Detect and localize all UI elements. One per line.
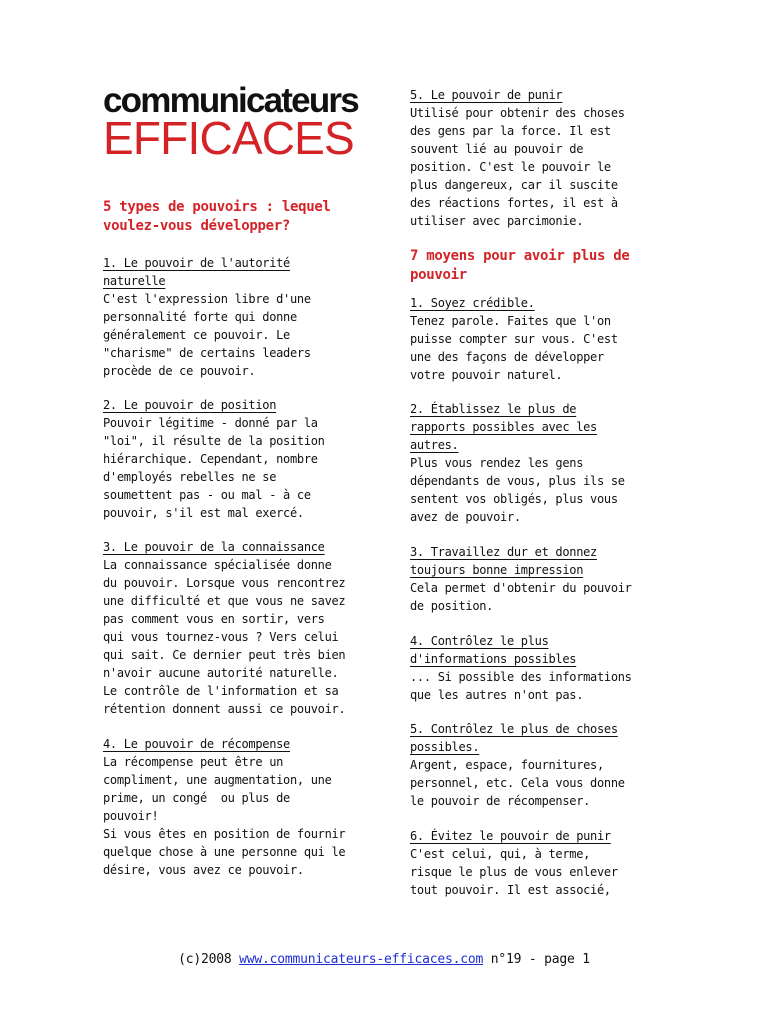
right-item-3 — [410, 543, 632, 615]
logo-line-2: EFFICACES — [103, 112, 354, 164]
left-item-3 — [103, 538, 345, 718]
left-item-1 — [103, 254, 311, 380]
right-item-6 — [410, 827, 618, 899]
item-title: 3. Le pouvoir de la connaissance — [103, 540, 325, 554]
page-footer — [0, 952, 768, 967]
left-item-2 — [103, 396, 325, 522]
item-body: C'est l'expression libre d'une personnalité forte qui donne généralement ce pouvoir. Le "charisme" de certains leaders procède de ce pouvoir. — [103, 292, 311, 378]
item-body: C'est celui, qui, à terme, risque le plus de vous enlever tout pouvoir. Il est associé, — [410, 847, 618, 897]
item-title: 1. Soyez crédible. — [410, 296, 535, 310]
item-title: 3. Travaillez dur et donnez toujours bonne impression — [410, 545, 597, 577]
item-title: 2. Le pouvoir de position — [103, 398, 277, 412]
logo-line-1: communicateurs — [103, 81, 358, 120]
left-section-heading: 5 types de pouvoirs : lequel voulez-vous développer? — [103, 199, 331, 234]
item-body: ... Si possible des informations que les autres n'ont pas. — [410, 670, 632, 702]
item-body: Tenez parole. Faites que l'on puisse compter sur vous. C'est une des façons de développer votre pouvoir naturel. — [410, 314, 618, 382]
footer-copyright: (c)2008 — [178, 952, 240, 967]
item-title: 2. Établissez le plus de rapports possibles avec les autres. — [410, 402, 597, 452]
item-body: Utilisé pour obtenir des choses des gens par la force. Il est souvent lié au pouvoir de position. C'est le pouvoir le plus dangereux, car il suscite des réactions fortes, il est à utiliser avec parcimonie. — [410, 106, 625, 228]
logo — [103, 81, 373, 164]
footer-page-number: n°19 - page 1 — [483, 952, 590, 967]
footer-website-link[interactable]: www.communicateurs-efficaces.com — [239, 952, 484, 967]
right-item-4 — [410, 632, 632, 704]
item-title: 6. Évitez le pouvoir de punir — [410, 829, 611, 843]
right-item-1 — [410, 294, 618, 384]
item-title: 4. Le pouvoir de récompense — [103, 737, 290, 751]
left-item-4 — [103, 735, 345, 879]
item-body: Argent, espace, fournitures, personnel, etc. Cela vous donne le pouvoir de récompenser. — [410, 758, 625, 808]
item-body: La connaissance spécialisée donne du pouvoir. Lorsque vous rencontrez une difficulté et que vous ne savez pas comment vous en sortir, vers qui vous tournez-vous ? Vers celui qui sait. Ce dernier peut très bien n'avoir aucune autorité naturelle. Le contrôle de l'information et sa rétention donnent aussi ce pouvoir. — [103, 558, 346, 716]
right-item-punir — [410, 86, 625, 230]
right-item-2 — [410, 400, 625, 526]
item-title: 5. Contrôlez le plus de choses possibles. — [410, 722, 618, 754]
item-title: 1. Le pouvoir de l'autorité naturelle — [103, 256, 290, 288]
item-title: 4. Contrôlez le plus d'informations possibles — [410, 634, 577, 666]
item-body: La récompense peut être un compliment, une augmentation, une prime, un congé ou plus de pouvoir! Si vous êtes en position de fournir quelque chose à une personne qui le désire, vous avez ce pouvoir. — [103, 755, 346, 877]
item-title: 5. Le pouvoir de punir — [410, 88, 563, 102]
right-section-heading: 7 moyens pour avoir plus de pouvoir — [410, 248, 630, 283]
right-item-5 — [410, 720, 625, 810]
item-body: Plus vous rendez les gens dépendants de vous, plus ils se sentent vos obligés, plus vous avez de pouvoir. — [410, 456, 625, 524]
item-body: Pouvoir légitime - donné par la "loi", il résulte de la position hiérarchique. Cependant, nombre d'employés rebelles ne se soumettent pas - ou mal - à ce pouvoir, s'il est mal exercé. — [103, 416, 325, 520]
item-body: Cela permet d'obtenir du pouvoir de position. — [410, 581, 632, 613]
